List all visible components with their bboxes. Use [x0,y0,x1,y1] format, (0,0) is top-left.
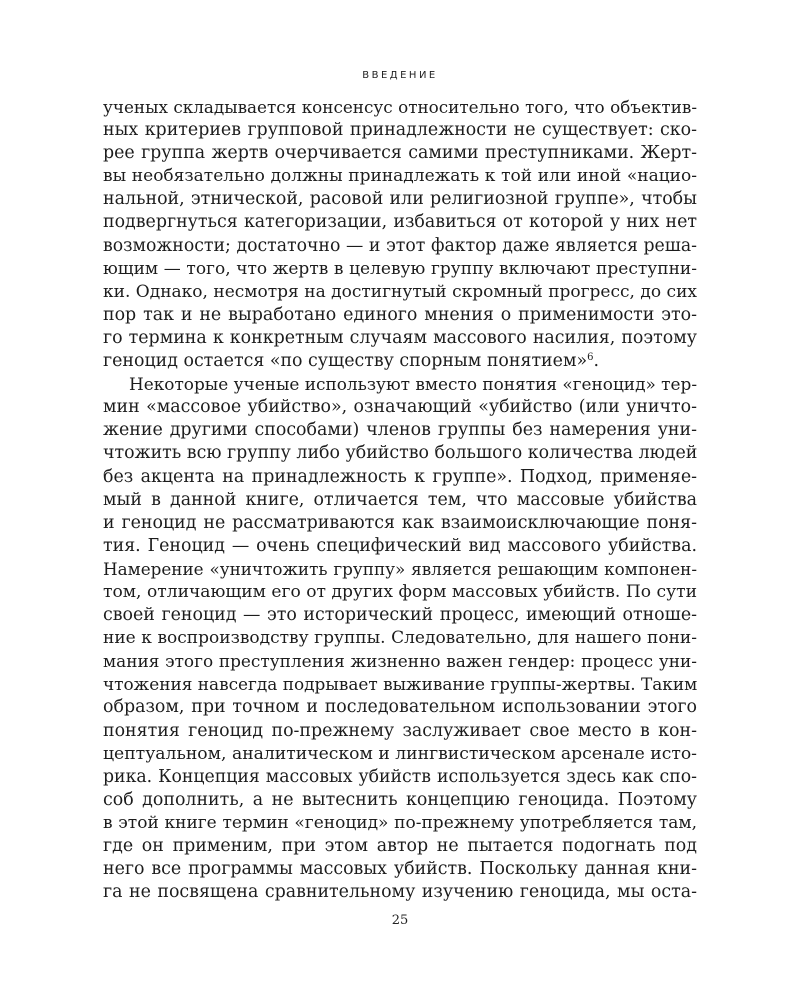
text-line: вы необязательно должны принадлежать к той или иной «нацио- [103,166,697,187]
text-line: Некоторые ученые используют вместо понятия «геноцид» тер- [129,374,697,395]
text-line: пор так и не выработано единого мнения о применимости это- [103,304,697,325]
text-line: га не посвящена сравнительному изучению геноцида, мы оста- [103,882,697,903]
text-line: ученых складывается консенсус относительно того, что объектив- [103,97,697,117]
text-line: рика. Концепция массовых убийств используется здесь как спо- [103,766,697,787]
text-line: мый в данной книге, отличается тем, что массовые убийства [103,489,697,510]
text-line: мин «массовое убийство», означающий «убийство (или уничто- [103,397,697,418]
text-line: го термина к конкретным случаям массового насилия, поэтому [103,327,697,348]
text-line: где он применим, при этом автор не пытается подогнать под [103,836,697,856]
text-line: понятия геноцид по-прежнему заслуживает свое место в кон- [103,720,697,741]
text-line-last [103,350,697,373]
body-text [103,96,697,904]
text-line: него все программы массовых убийств. Поскольку данная кни- [103,859,697,880]
running-head: ВВЕДЕНИЕ [362,70,438,81]
text-line: образом, при точном и последовательном использовании этого [103,697,697,718]
text-line: тия. Геноцид — очень специфический вид массового убийства. [103,535,697,556]
text-line: своей геноцид — это исторический процесс, имеющий отноше- [103,605,697,626]
text-line: ние к воспроизводству группы. Следовательно, для нашего пони- [103,628,697,649]
text-line: ки. Однако, несмотря на достигнутый скромный прогресс, до сих [103,281,697,302]
text-line: чтожить всю группу либо убийство большого количества людей [103,443,697,464]
text-line: возможности; достаточно — и этот фактор даже является реша- [103,235,697,256]
text-line: без акцента на принадлежность к группе». Подход, применяе- [103,466,697,487]
text-line: чтожения навсегда подрывает выживание группы-жертвы. Таким [103,674,697,695]
text-line: рее группа жертв очерчивается самими преступниками. Жерт- [103,143,697,164]
text-line: мания этого преступления жизненно важен гендер: процесс уни- [103,651,697,672]
text-line: ющим — того, что жертв в целевую группу включают преступни- [103,258,697,279]
text-line: Намерение «уничтожить группу» является решающим компонен- [103,558,697,579]
page-number: 25 [391,913,409,928]
text-line: соб дополнить, а не вытеснить концепцию геноцида. Поэтому [103,789,697,810]
text-line: в этой книге термин «геноцид» по-прежнему употребляется там, [103,812,697,833]
text-line: том, отличающим его от других форм массовых убийств. По сути [103,581,697,602]
text-line-content: геноцид остается «по существу спорным понятием» [103,351,588,372]
footnote-ref[interactable]: 6 [587,352,594,364]
text-line: нальной, этнической, расовой или религиозной группе», чтобы [103,189,697,210]
text-line: и геноцид не рассматриваются как взаимоисключающие поня- [103,512,697,533]
text-line: ных критериев групповой принадлежности не существует: ско- [103,120,697,141]
text-line: подвергнуться категоризации, избавиться от которой у них нет [103,212,697,233]
period: . [593,351,600,372]
text-line: цептуальном, аналитическом и лингвистическом арсенале исто- [103,743,697,764]
text-line: жение другими способами) членов группы без намерения уни- [103,420,697,441]
